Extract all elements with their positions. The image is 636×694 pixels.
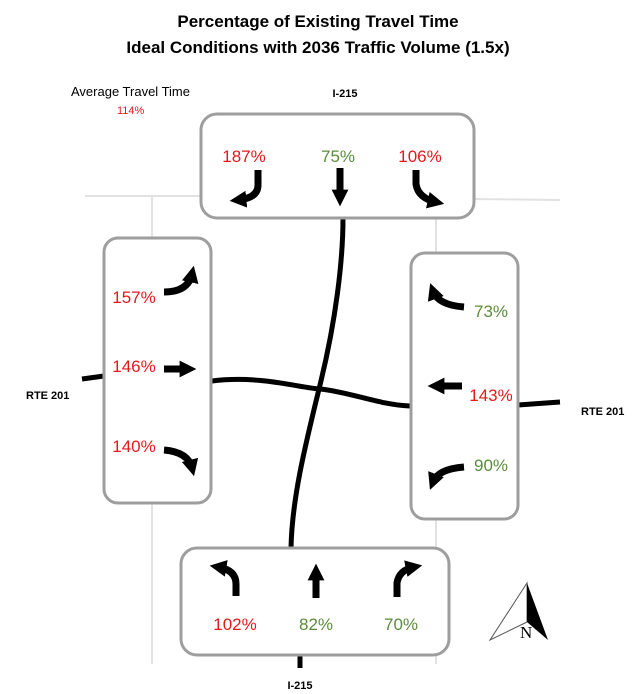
west-thru-value: 146% <box>112 357 156 376</box>
east-left-value: 90% <box>473 456 509 475</box>
west-left-value: 157% <box>112 288 156 307</box>
southbound-approach-box <box>181 548 449 655</box>
north-right-value: 106% <box>398 147 442 166</box>
i215-road <box>291 218 343 548</box>
south-thru-value: 82% <box>298 615 334 634</box>
rte201-road-east <box>518 402 560 405</box>
diagram-subtitle: Ideal Conditions with 2036 Traffic Volume (1.5x) <box>126 38 510 57</box>
north-arrow-letter: N <box>520 623 533 642</box>
road-label-north: I-215 <box>332 88 358 100</box>
north-thru-value: 75% <box>320 147 356 166</box>
south-right-value: 70% <box>383 615 419 634</box>
north-arrow-icon <box>490 583 548 642</box>
rte201-road-west <box>82 376 104 379</box>
west-right-value: 140% <box>112 437 156 456</box>
average-travel-time-value: 114% <box>117 105 145 117</box>
east-thru-value: 143% <box>469 386 513 405</box>
road-label-south: I-215 <box>287 680 313 692</box>
diagram-title: Percentage of Existing Travel Time <box>177 12 459 31</box>
east-right-value: 73% <box>473 302 509 321</box>
north-left-value: 187% <box>222 147 266 166</box>
south-left-value: 102% <box>213 615 257 634</box>
average-travel-time-label: Average Travel Time <box>71 84 190 99</box>
road-label-east: RTE 201 <box>581 406 625 418</box>
rte201-road <box>212 379 410 406</box>
road-label-west: RTE 201 <box>26 390 70 402</box>
